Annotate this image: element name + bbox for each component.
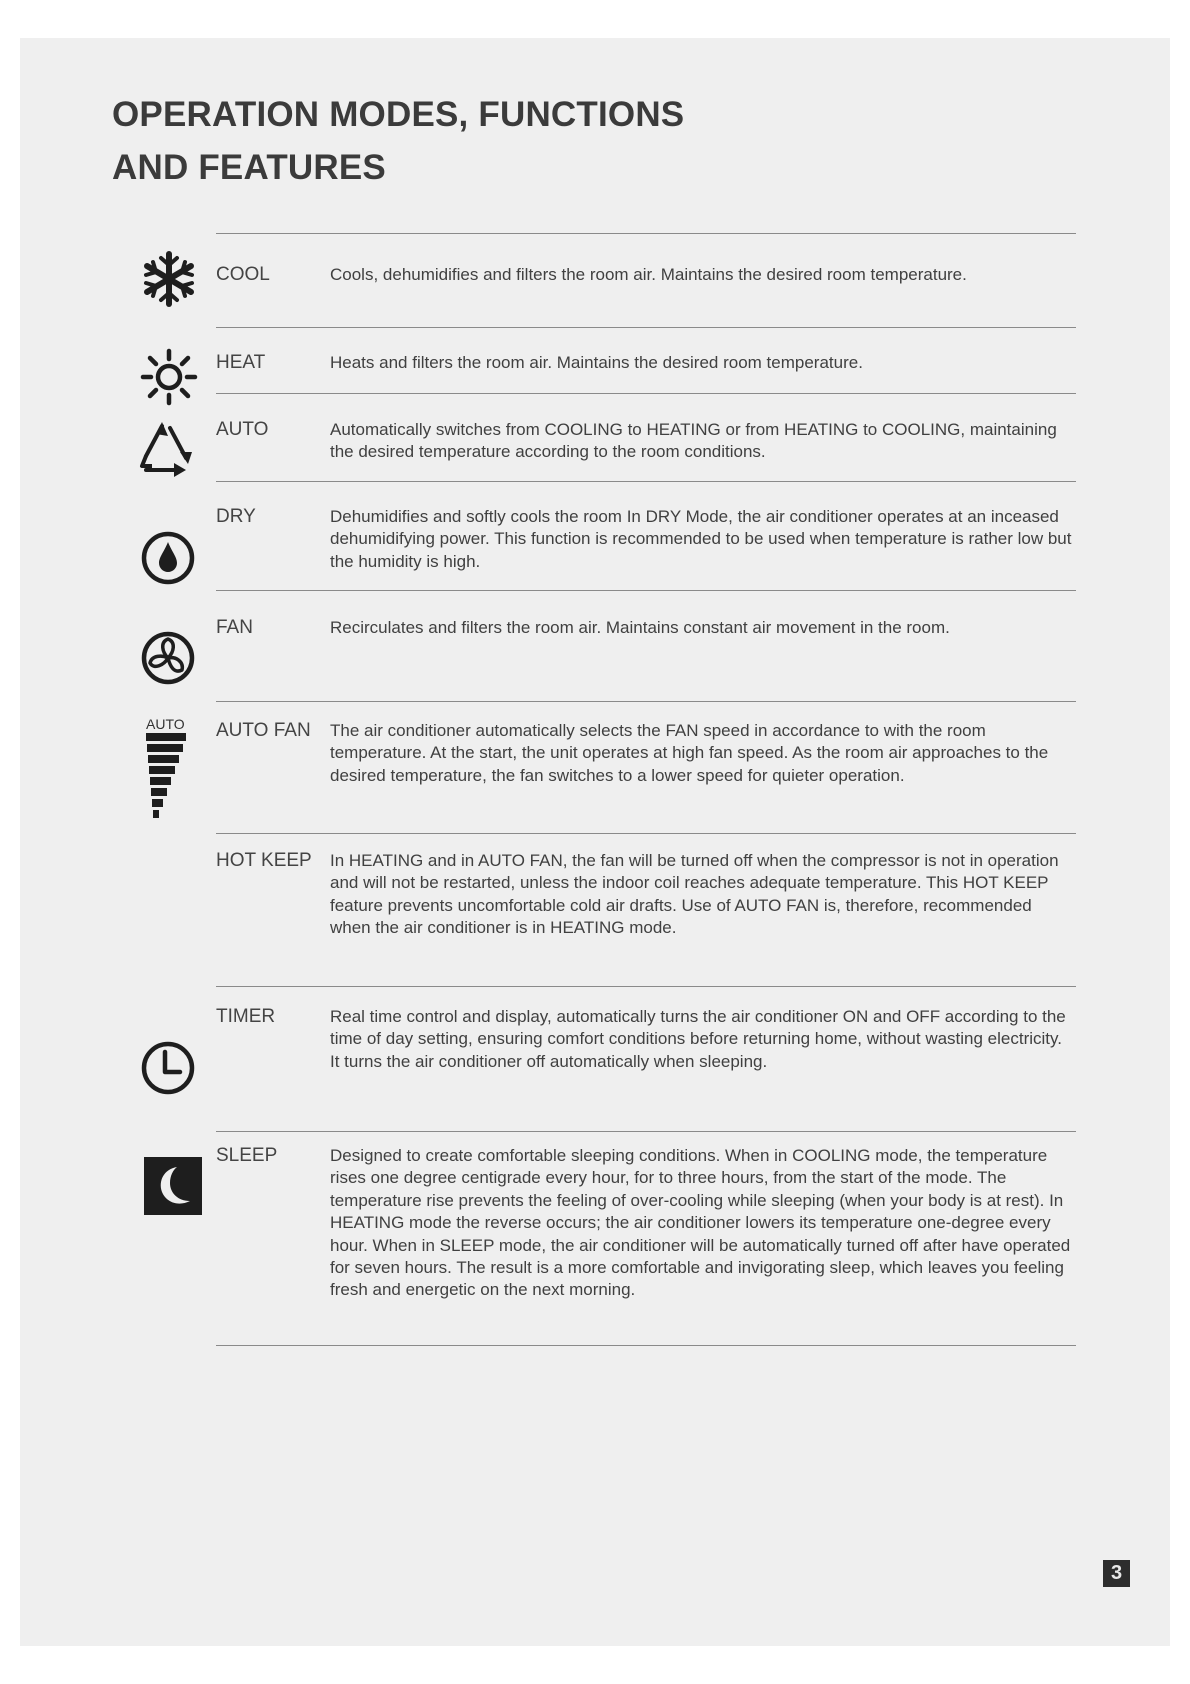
divider	[216, 986, 1076, 987]
mode-label-cool: COOL	[216, 264, 270, 285]
snowflake-icon	[140, 250, 198, 308]
divider	[216, 393, 1076, 394]
divider	[216, 233, 1076, 234]
page-number: 3	[1103, 1560, 1130, 1587]
mode-description-sleep: Designed to create comfortable sleeping conditions. When in COOLING mode, the temperature rises one degree centigrade every hour, for to three hours, from the start of the mode. The temperature rise prevents the feeling of over-cooling while sleeping (when your body is at rest). In HEATING mode the reverse occurs; the air conditioner lowers its temperature one-degree every hour. When in SLEEP mode, the air conditioner will be automatically turned off after have operated for seven hours. The result is a more comfortable and invigorating sleep, which leaves you feeling fresh and energetic on the next morning.	[330, 1146, 1071, 1300]
auto-tag-text: AUTO	[146, 716, 185, 732]
title-line-1: OPERATION MODES, FUNCTIONS	[112, 95, 685, 134]
mode-description-auto: Automatically switches from COOLING to HEATING or from HEATING to COOLING, maintaining the desired temperature according to the room conditions.	[330, 420, 1057, 462]
mode-label-dry: DRY	[216, 506, 256, 527]
fan-icon	[140, 630, 196, 686]
divider	[216, 833, 1076, 834]
divider	[216, 701, 1076, 702]
mode-label-auto-fan: AUTO FAN	[216, 720, 311, 741]
divider	[216, 327, 1076, 328]
clock-icon	[140, 1040, 196, 1096]
mode-description-heat: Heats and filters the room air. Maintains the desired room temperature.	[330, 353, 863, 372]
mode-description-timer: Real time control and display, automatically turns the air conditioner ON and OFF according to the time of day setting, ensuring comfort conditions before returning home, without wasting electricity. It turns the air conditioner off automatically when sleeping.	[330, 1007, 1066, 1071]
divider	[216, 1131, 1076, 1132]
title-line-2: AND FEATURES	[112, 148, 386, 187]
water-drop-icon	[140, 530, 196, 586]
mode-description-dry: Dehumidifies and softly cools the room In DRY Mode, the air conditioner operates at an inceased dehumidifying power. This function is recommended to be used when temperature is rather low but the humidity is high.	[330, 507, 1072, 571]
mode-label-hot-keep: HOT KEEP	[216, 850, 312, 871]
mode-description-auto-fan: The air conditioner automatically selects the FAN speed in accordance to with the room temperature. At the start, the unit operates at high fan speed. As the room air approaches to the desired temperature, the fan switches to a lower speed for quieter operation.	[330, 721, 1049, 785]
mode-label-heat: HEAT	[216, 352, 266, 373]
fan-speed-bars-icon	[146, 733, 190, 821]
mode-label-timer: TIMER	[216, 1006, 276, 1027]
divider	[216, 481, 1076, 482]
mode-description-cool: Cools, dehumidifies and filters the room air. Maintains the desired room temperature.	[330, 265, 967, 284]
mode-label-fan: FAN	[216, 617, 253, 638]
auto-cycle-icon	[138, 420, 196, 482]
divider	[216, 1345, 1076, 1346]
divider	[216, 590, 1076, 591]
mode-label-sleep: SLEEP	[216, 1145, 278, 1166]
mode-description-hot-keep: In HEATING and in AUTO FAN, the fan will be turned off when the compressor is not in operation and will not be restarted, unless the indoor coil reaches adequate temperature. This HOT KEEP feature prevents uncomfortable cold air drafts. Use of AUTO FAN is, therefore, recommended when the air conditioner is in HEATING mode.	[330, 851, 1059, 938]
mode-label-auto: AUTO	[216, 419, 269, 440]
page-title	[112, 88, 684, 194]
sun-icon	[140, 348, 198, 406]
moon-icon	[144, 1157, 202, 1215]
mode-description-fan: Recirculates and filters the room air. Maintains constant air movement in the room.	[330, 618, 950, 637]
